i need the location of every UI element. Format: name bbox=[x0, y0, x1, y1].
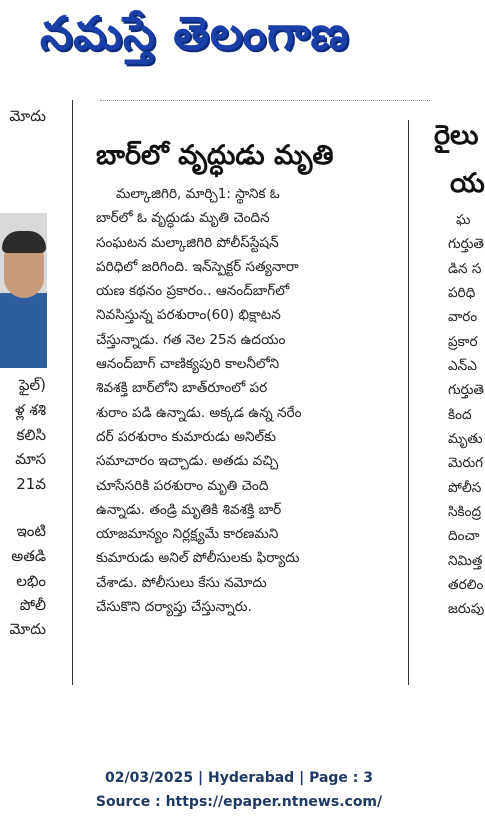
left-fragment-line: మాస bbox=[15, 450, 46, 468]
person-photo bbox=[0, 213, 47, 368]
right-fragment-line: గుర్తుతె bbox=[448, 236, 484, 252]
article-line: యాజమాన్యం నిర్లక్ష్యమే కారణమని bbox=[96, 526, 279, 543]
right-fragment-line: సికింద్ర bbox=[448, 504, 482, 520]
article-line: ఆనంద్‌బాగ్ చాణిక్యపురి కాలనీలోని bbox=[96, 356, 280, 373]
article-line: సమాచారం ఇచ్చాడు. అతడు వచ్చి bbox=[96, 453, 279, 470]
right-fragment-line: దించా bbox=[448, 528, 480, 544]
article-line: బార్‌లో ఓ వృద్ధుడు మృతి చెందిన bbox=[96, 210, 270, 227]
photo-caption: ఫైల్) bbox=[18, 376, 46, 394]
left-fragment-line: పోలీ bbox=[19, 596, 46, 614]
right-fragment-line: వారం bbox=[448, 309, 478, 325]
article-body bbox=[96, 182, 392, 619]
right-fragment-line: నిమిత్త bbox=[448, 553, 483, 569]
left-fragment-line: అతడి bbox=[11, 547, 46, 565]
masthead bbox=[0, 0, 478, 82]
right-fragment-line: ఎన్‌ఎ bbox=[448, 358, 477, 374]
left-fragment-line: కలిసి bbox=[16, 426, 46, 444]
left-fragment-line: ఇంటి bbox=[16, 522, 46, 540]
article-line: చేశాడు. పోలీసులు కేసు నమోదు bbox=[96, 574, 267, 591]
left-fragment-line: లభిం bbox=[16, 572, 46, 590]
article-line: కుమారుడు అనిల్ పోలీసులకు ఫిర్యాదు bbox=[96, 550, 300, 567]
right-headline-line: రైలు bbox=[434, 120, 479, 151]
footer-date-edition: 02/03/2025 | Hyderabad | Page : 3 bbox=[104, 770, 374, 786]
right-fragment-line: మెరుగ bbox=[448, 455, 484, 471]
right-fragment-line: జరుపు bbox=[448, 601, 485, 617]
article-line: పరిధిలో జరిగింది. ఇన్‌స్పెక్టర్ సత్యనారా bbox=[96, 258, 299, 275]
right-fragment-line: మృతు bbox=[448, 431, 483, 447]
article-line: యణ కథనం ప్రకారం.. ఆనంద్‌బాగ్‌లో bbox=[96, 283, 290, 300]
article-line: చూసేసరికి పరశురాం మృతి చెంది bbox=[96, 477, 269, 494]
column-rule-left bbox=[72, 100, 73, 685]
article-line: శివశక్తి బార్‌లోని బాత్‌రూంలో పర bbox=[96, 380, 268, 397]
article-line: చేసుకొని దర్యాప్తు చేస్తున్నారు. bbox=[96, 599, 252, 616]
article-line: ఉన్నాడు. తండ్రి మృతికి శివశక్తి బార్ bbox=[96, 501, 282, 518]
article-line: శురాం పడి ఉన్నాడు. అక్కడ ఉన్న నరేం bbox=[96, 404, 302, 421]
article-headline: బార్‌లో వృద్ధుడు మృతి bbox=[96, 140, 334, 171]
article-line: సంఘటన మల్కాజిగిరి పోలీస్‌స్టేషన్ bbox=[96, 234, 279, 251]
left-fragment-line: ళ్ల శశి bbox=[15, 401, 46, 419]
left-fragment-line: మోదు bbox=[9, 620, 46, 638]
left-fragment-line: 21వ bbox=[16, 475, 46, 493]
article-line: దర్ పరశురాం కుమారుడు అనిల్‌కు bbox=[96, 428, 276, 445]
right-fragment-line: పోలీస bbox=[448, 480, 482, 496]
right-fragment-line: ప్రకార bbox=[448, 334, 478, 350]
right-fragment-line: కింద bbox=[448, 407, 472, 423]
left-column-fragment bbox=[0, 100, 50, 660]
right-headline-line: య bbox=[450, 168, 485, 199]
article-line: నివసిస్తున్న పరశురాం(60) భిక్షాటన bbox=[96, 307, 281, 324]
right-fragment-line: ఘ bbox=[456, 212, 471, 228]
newspaper-logo: నమస్తే తెలంగాణ bbox=[40, 6, 350, 60]
right-column-fragment bbox=[430, 120, 485, 680]
right-fragment-line: గుర్తుతె bbox=[448, 382, 484, 398]
article-line: చేస్తున్నాడు. గత నెల 25న ఉదయం bbox=[96, 331, 286, 348]
right-fragment-line: డిన స bbox=[448, 261, 482, 277]
article-line: మల్కాజిగిరి, మార్చి1: స్థానిక ఓ bbox=[116, 186, 280, 202]
column-rule-right bbox=[408, 120, 409, 685]
footer-source: Source : https://epaper.ntnews.com/ bbox=[95, 794, 383, 810]
right-fragment-line: పరిధి bbox=[448, 285, 476, 301]
right-fragment-line: తరలిం bbox=[448, 577, 484, 593]
dotted-divider bbox=[100, 100, 430, 101]
left-fragment-line: మోదు bbox=[9, 107, 46, 125]
